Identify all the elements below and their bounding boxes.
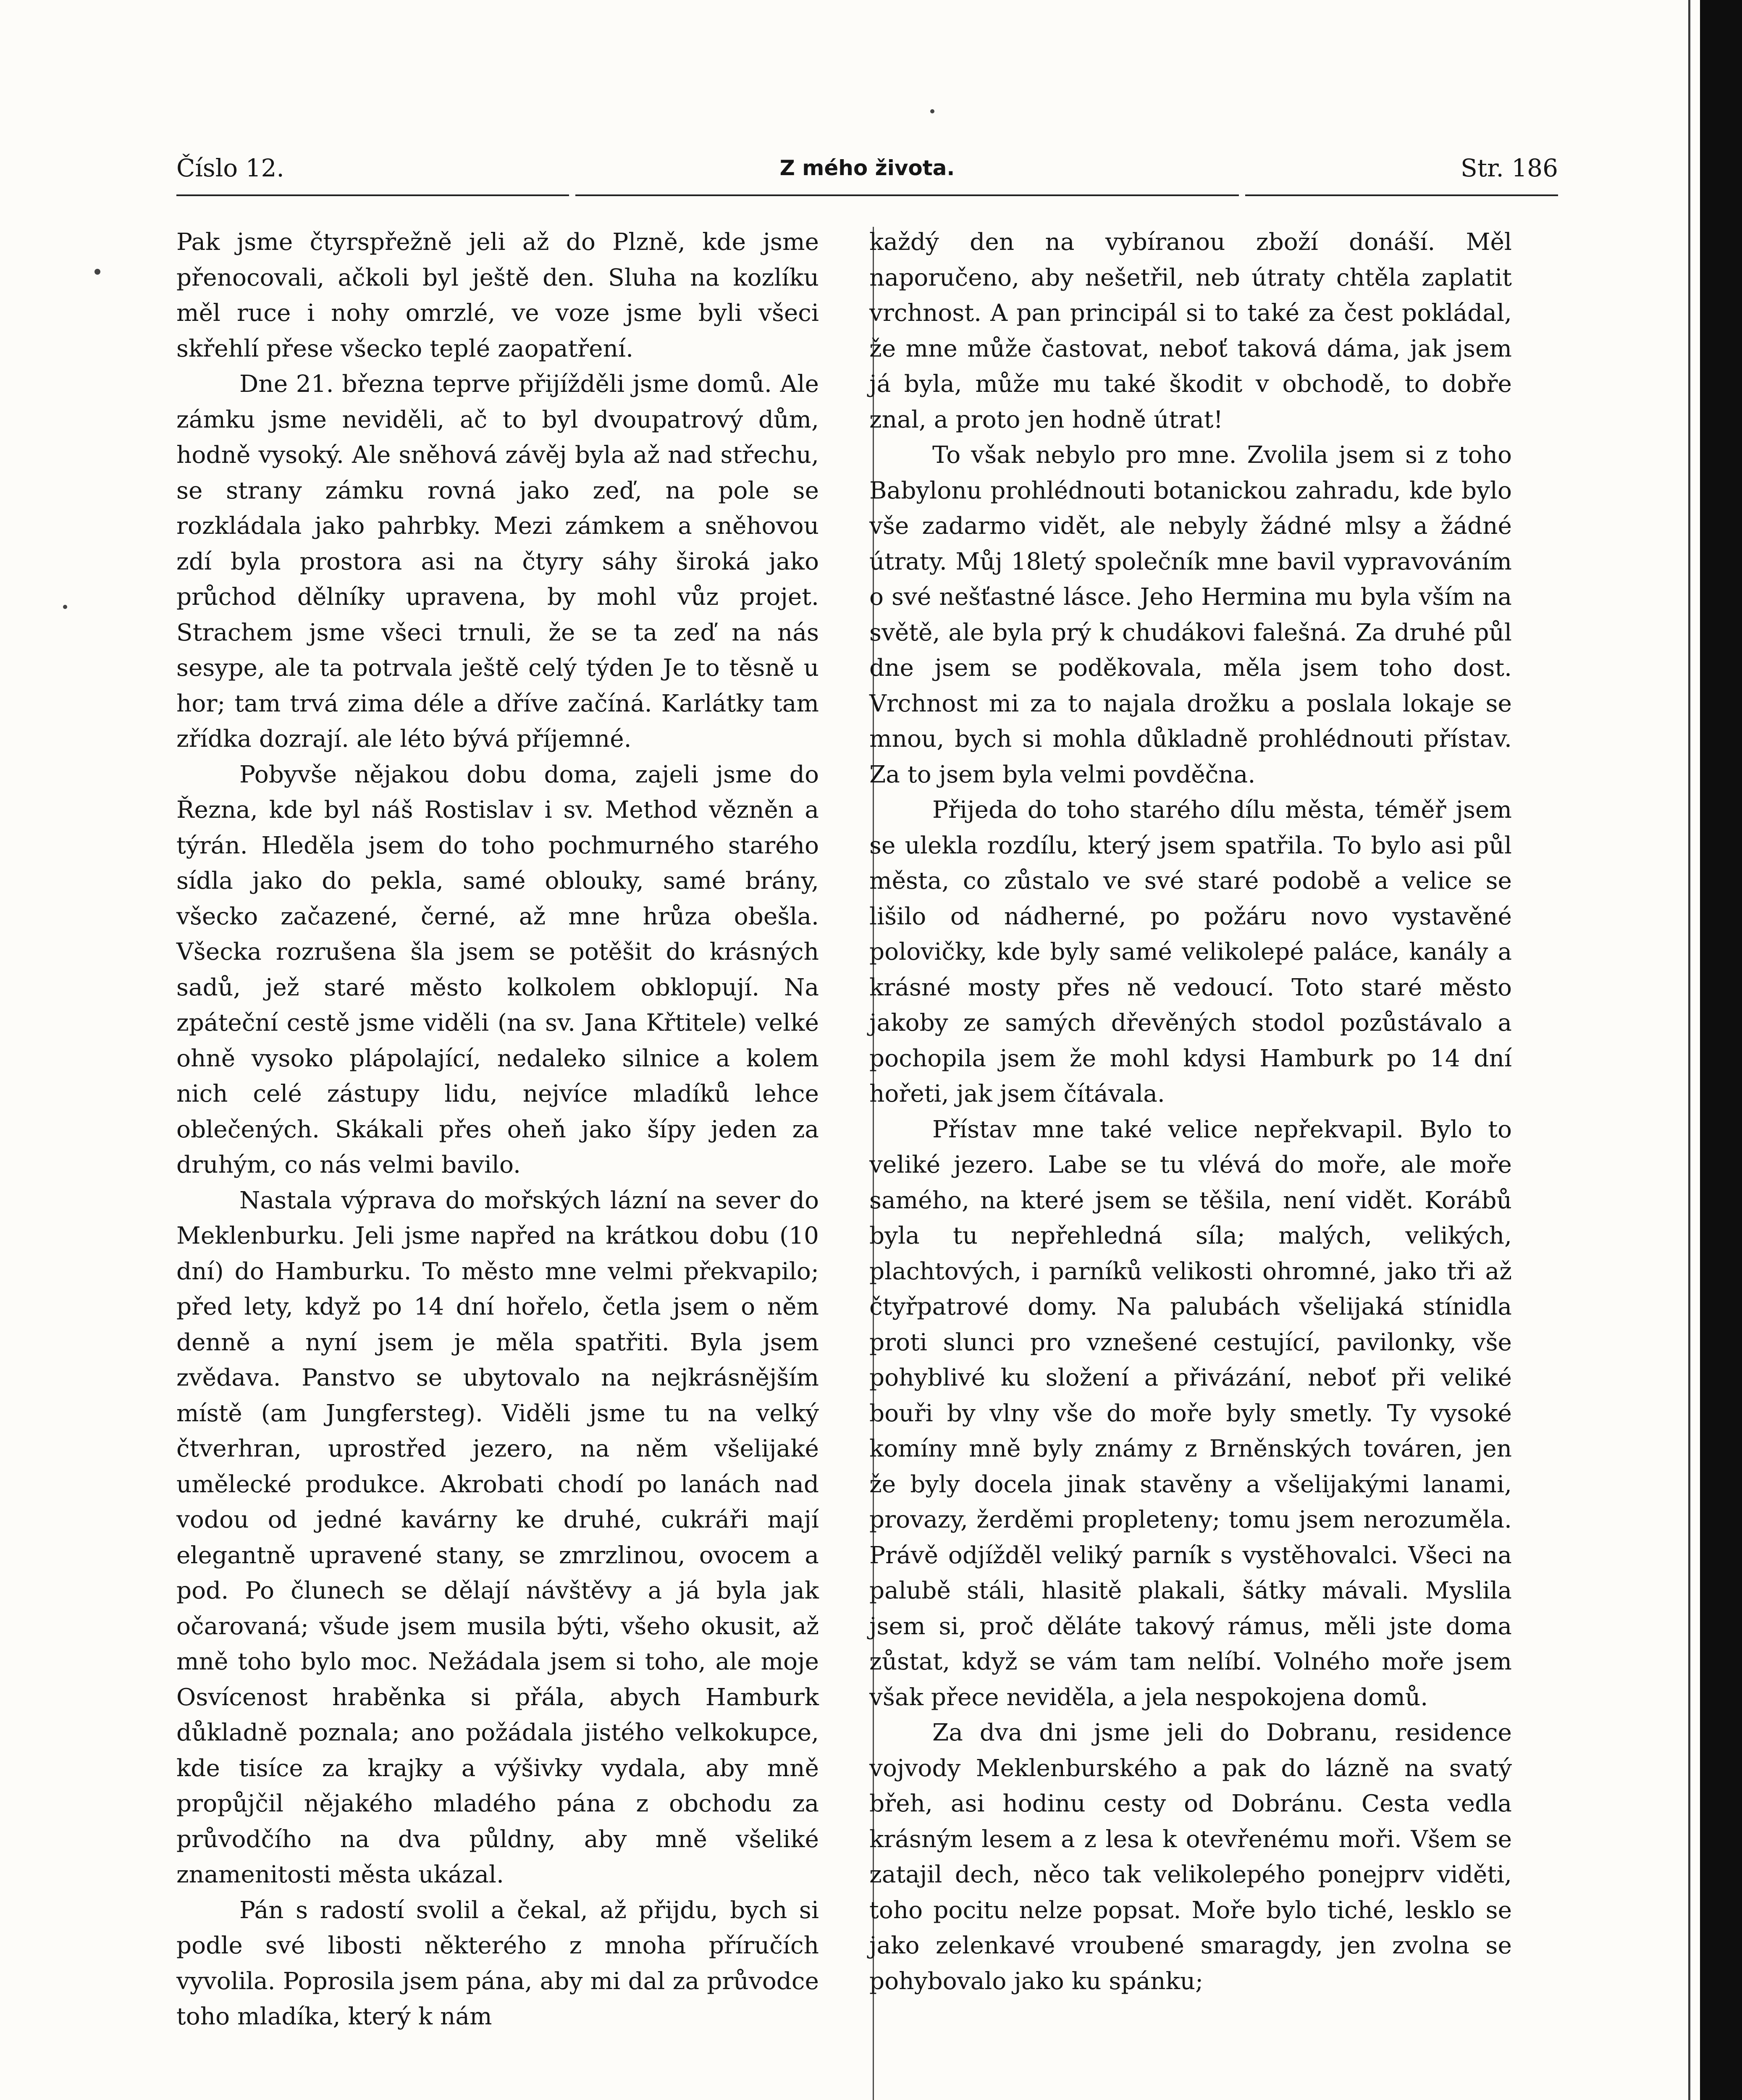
page-number: Str. 186	[1461, 154, 1558, 182]
scan-border	[1700, 0, 1742, 2100]
right-column	[869, 225, 1512, 1999]
scan-speck	[63, 605, 67, 609]
scan-speck	[930, 109, 934, 113]
paragraph: Pak jsme čtyrspřežně jeli až do Plzně, kde jsme přenocovali, ačkoli byl ještě den. Sluha na kozlíku měl ruce i nohy omrzlé, ve voze jsme byli všeci skřehlí přese všecko teplé zaopatření.	[176, 228, 819, 362]
paragraph: To však nebylo pro mne. Zvolila jsem si z toho Babylonu prohlédnouti botanickou zahradu, kde bylo vše zadarmo vidět, ale nebyly žádné mlsy a žádné útraty. Můj 18letý společník mne bavil vypravováním o své nešťastné lásce. Jeho Hermina mu byla vším na světě, ale byla prý k chudákovi falešná. Za druhé půl dne jsem se poděkovala, měla jsem toho dost. Vrchnost mi za to najala drožku a poslala lokaje se mnou, bych si mohla důkladně prohlédnouti přístav. Za to jsem byla velmi povděčna.	[869, 441, 1512, 788]
paragraph: Pobyvše nějakou dobu doma, zajeli jsme do Řezna, kde byl náš Rostislav i sv. Method vězněn a týrán. Hleděla jsem do toho pochmurného starého sídla jako do pekla, samé oblouky, samé brány, všecko začazené, černé, až mne hrůza obešla. Všecka rozrušena šla jsem se potěšit do krásných sadů, jež staré město kolkolem obklopují. Na zpáteční cestě jsme viděli (na sv. Jana Křtitele) velké ohně vysoko plápolající, nedaleko silnice a kolem nich celé zástupy lidu, nejvíce mladíků lehce oblečených. Skákali přes oheň jako šípy jeden za druhým, co nás velmi bavilo.	[176, 761, 819, 1179]
header-rule-left	[176, 194, 569, 196]
scan-speck	[94, 269, 100, 275]
paragraph: Nastala výprava do mořských lázní na sever do Meklenburku. Jeli jsme napřed na krátkou dobu (10 dní) do Hamburku. To město mne velmi překvapilo; před lety, když po 14 dní hořelo, četla jsem o něm denně a nyní jsem je měla spatřiti. Byla jsem zvědava. Panstvo se ubytovalo na nejkrásnějším místě (am Jungfersteg). Viděli jsme tu na velký čtverhran, uprostřed jezero, na něm všelijaké umělecké produkce. Akrobati chodí po lanách nad vodou od jedné kavárny ke druhé, cukráři mají elegantně upravené stany, se zmrzlinou, ovocem a pod. Po člunech se dělají návštěvy a já byla jak očarovaná; všude jsem musila býti, všeho okusit, až mně toho bylo moc. Nežádala jsem si toho, ale moje Osvícenost hraběnka si přála, abych Hamburk důkladně poznala; ano požádala jistého velkokupce, kde tisíce za krajky a výšivky vydala, aby mně propůjčil nějakého mladého pána z obchodu za průvodčího na dva půldny, aby mně všeliké znamenitosti města ukázal.	[176, 1186, 819, 1888]
paragraph: Pán s radostí svolil a čekal, až přijdu, bych si podle své libosti některého z mnoha příručích vyvolila. Poprosila jsem pána, aby mi dal za průvodce toho mladíka, který k nám	[176, 1896, 819, 2030]
header-rule-right	[1245, 194, 1558, 196]
paragraph: každý den na vybíranou zboží donáší. Měl naporučeno, aby nešetřil, neb útraty chtěla zaplatit vrchnost. A pan principál si to také za čest pokládal, že mne může častovat, neboť taková dáma, jak jsem já byla, může mu také škodit v obchodě, to dobře znal, a proto jen hodně útrat!	[869, 228, 1512, 433]
paragraph: Přístav mne také velice nepřekvapil. Bylo to veliké jezero. Labe se tu vlévá do moře, ale moře samého, na které jsem se těšila, není vidět. Korábů byla tu nepřehledná síla; malých, velikých, plachtových, i parníků velikosti ohromné, jako tři až čtyřpatrové domy. Na palubách všelijaká stínidla proti slunci pro vznešené cestující, pavilonky, vše pohyblivé ku složení a přivázání, neboť při veliké bouři by vlny vše do moře byly smetly. Ty vysoké komíny mně byly známy z Brněnských továren, jen že byly docela jinak stavěny a všelijakými lanami, provazy, žerděmi propleteny; tomu jsem nerozuměla. Právě odjížděl veliký parník s vystěhovalci. Všeci na palubě stáli, hlasitě plakali, šátky mávali. Myslila jsem si, proč děláte takový rámus, měli jste doma zůstat, když se vám tam nelíbí. Volného moře jsem však přece neviděla, a jela nespokojena domů.	[869, 1116, 1512, 1711]
running-header	[176, 147, 1558, 189]
issue-number: Číslo 12.	[176, 154, 284, 182]
scan-edge-line	[1688, 0, 1690, 2100]
paragraph: Za dva dni jsme jeli do Dobranu, residence vojvody Meklenburského a pak do lázně na svatý břeh, asi hodinu cesty od Dobránu. Cesta vedla krásným lesem a z lesa k otevřenému moři. Všem se zatajil dech, něco tak velikolepého ponejprv viděti, toho pocitu nelze popsat. Moře bylo tiché, lesklo se jako zelenkavé vroubené smaragdy, jen zvolna se pohybovalo jako ku spánku;	[869, 1719, 1512, 1995]
left-column	[176, 225, 819, 2035]
paragraph: Přijeda do toho starého dílu města, téměř jsem se ulekla rozdílu, který jsem spatřila. To bylo asi půl města, co zůstalo ve své staré podobě a velice se lišilo od nádherné, po požáru novo vystavěné polovičky, kde byly samé velikolepé paláce, kanály a krásné mosty přes ně vedoucí. Toto staré město jakoby ze samých dřevěných stodol pozůstávalo a pochopila jsem že mohl kdysi Hamburk po 14 dní hořeti, jak jsem čítávala.	[869, 796, 1512, 1108]
header-rule-center	[575, 194, 1239, 196]
paragraph: Dne 21. března teprve přijížděli jsme domů. Ale zámku jsme neviděli, ač to byl dvoupatrový dům, hodně vysoký. Ale sněhová závěj byla až nad střechu, se strany zámku rovná jako zeď, na pole se rozkládala jako pahrbky. Mezi zámkem a sněhovou zdí byla prostora asi na čtyry sáhy široká jako průchod dělníky upravena, by mohl vůz projet. Strachem jsme všeci trnuli, že se ta zeď na nás sesype, ale ta potrvala ještě celý týden Je to těsně u hor; tam trvá zima déle a dříve začíná. Karlátky tam zřídka dozrají. ale léto bývá příjemné.	[176, 370, 819, 753]
running-title: Z mého života.	[779, 156, 955, 180]
